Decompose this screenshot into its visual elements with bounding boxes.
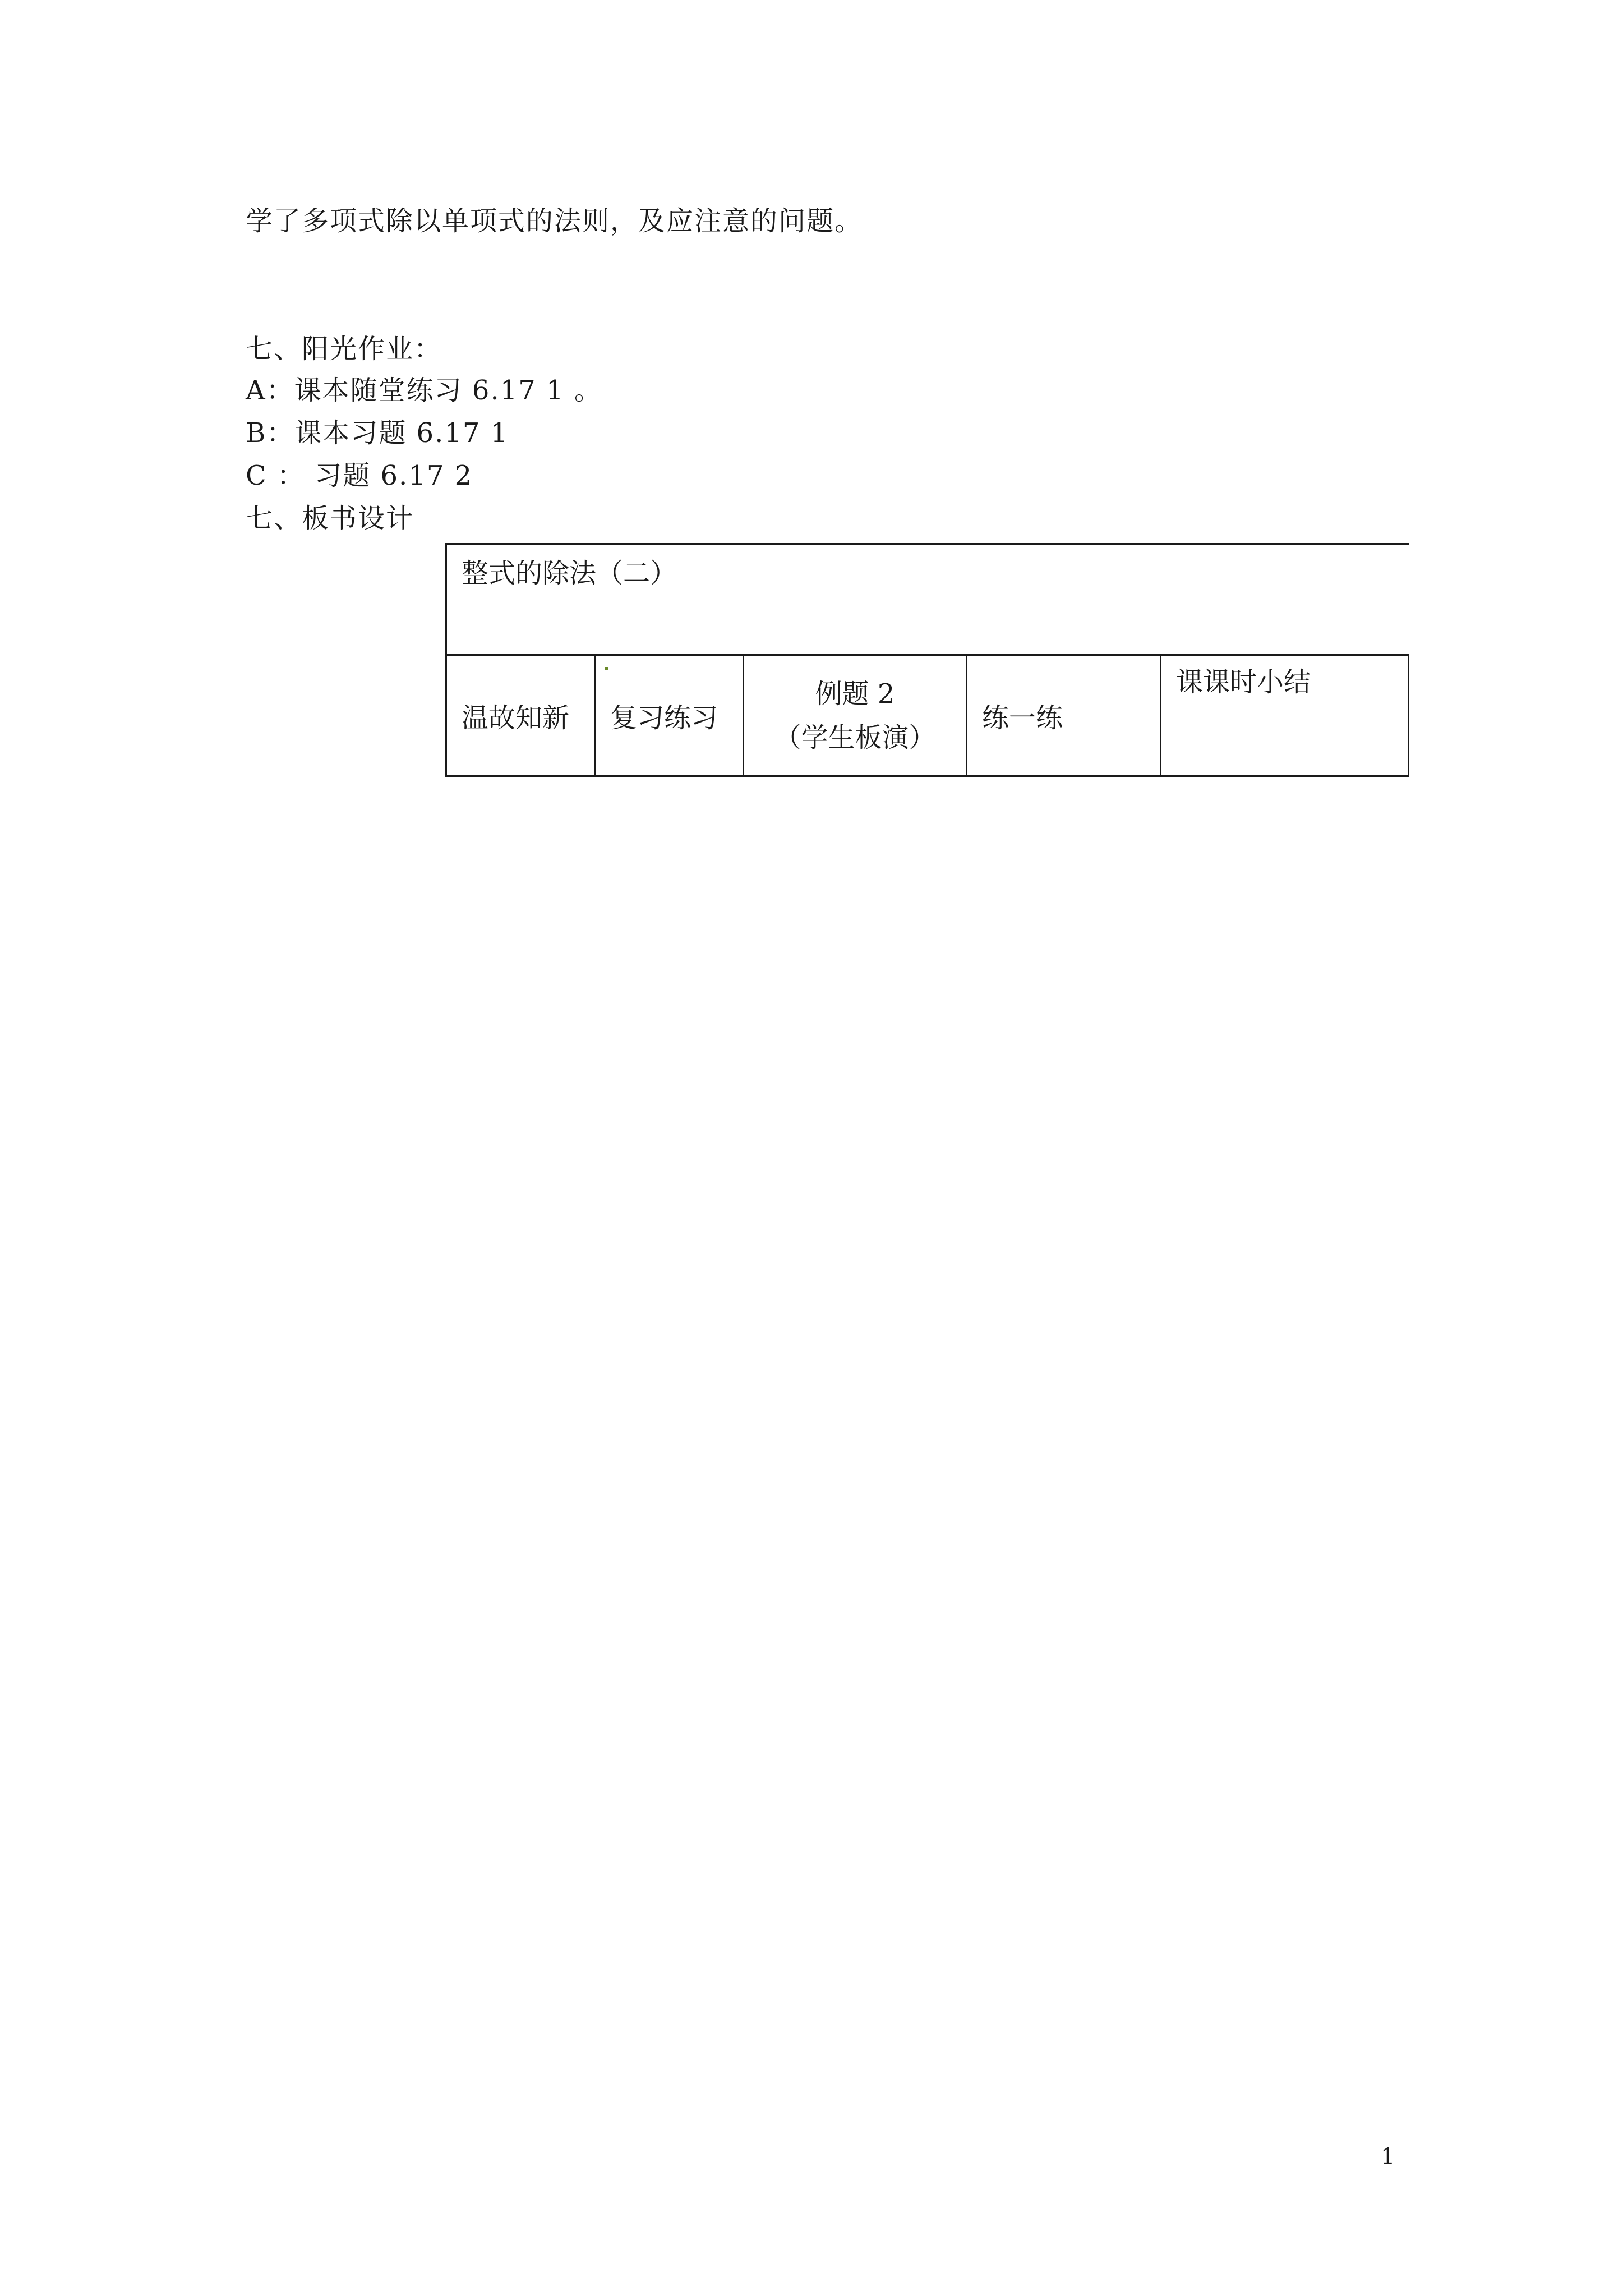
board-cell-review [446,655,595,776]
homework-item-c: C ： 习题 6.17 2 [246,460,473,491]
board-cell-practice-label: 复习练习 [610,702,718,734]
board-title-cell [446,544,1409,655]
board-cell-exercise-label: 练一练 [982,702,1063,734]
board-cell-example-note: （学生板演） [774,721,936,753]
summary-text: 学了多项式除以单项式的法则，及应注意的问题。 [246,205,863,237]
homework-item-a: A：课本随堂练习 6.17 1 。 [246,375,602,406]
homework-heading: 七、阳光作业： [246,333,442,365]
board-title-row [446,544,1409,655]
board-cell-summary [1161,655,1409,776]
board-cell-review-label: 温故知新 [462,702,570,734]
board-title: 整式的除法（二） [462,558,677,589]
board-cell-summary-label: 课课时小结 [1176,666,1311,698]
board-columns-row [446,655,1409,776]
mark-dot [605,667,608,670]
page-number: 1 [1381,2144,1395,2170]
board-cell-practice [595,655,744,776]
board-design-heading: 七、板书设计 [246,503,414,534]
homework-item-b: B：课本习题 6.17 1 [246,417,509,449]
board-cell-example-label: 例题 2 [815,678,895,710]
board-design-table [445,543,1409,777]
board-cell-exercise [967,655,1161,776]
board-cell-example [744,655,967,776]
